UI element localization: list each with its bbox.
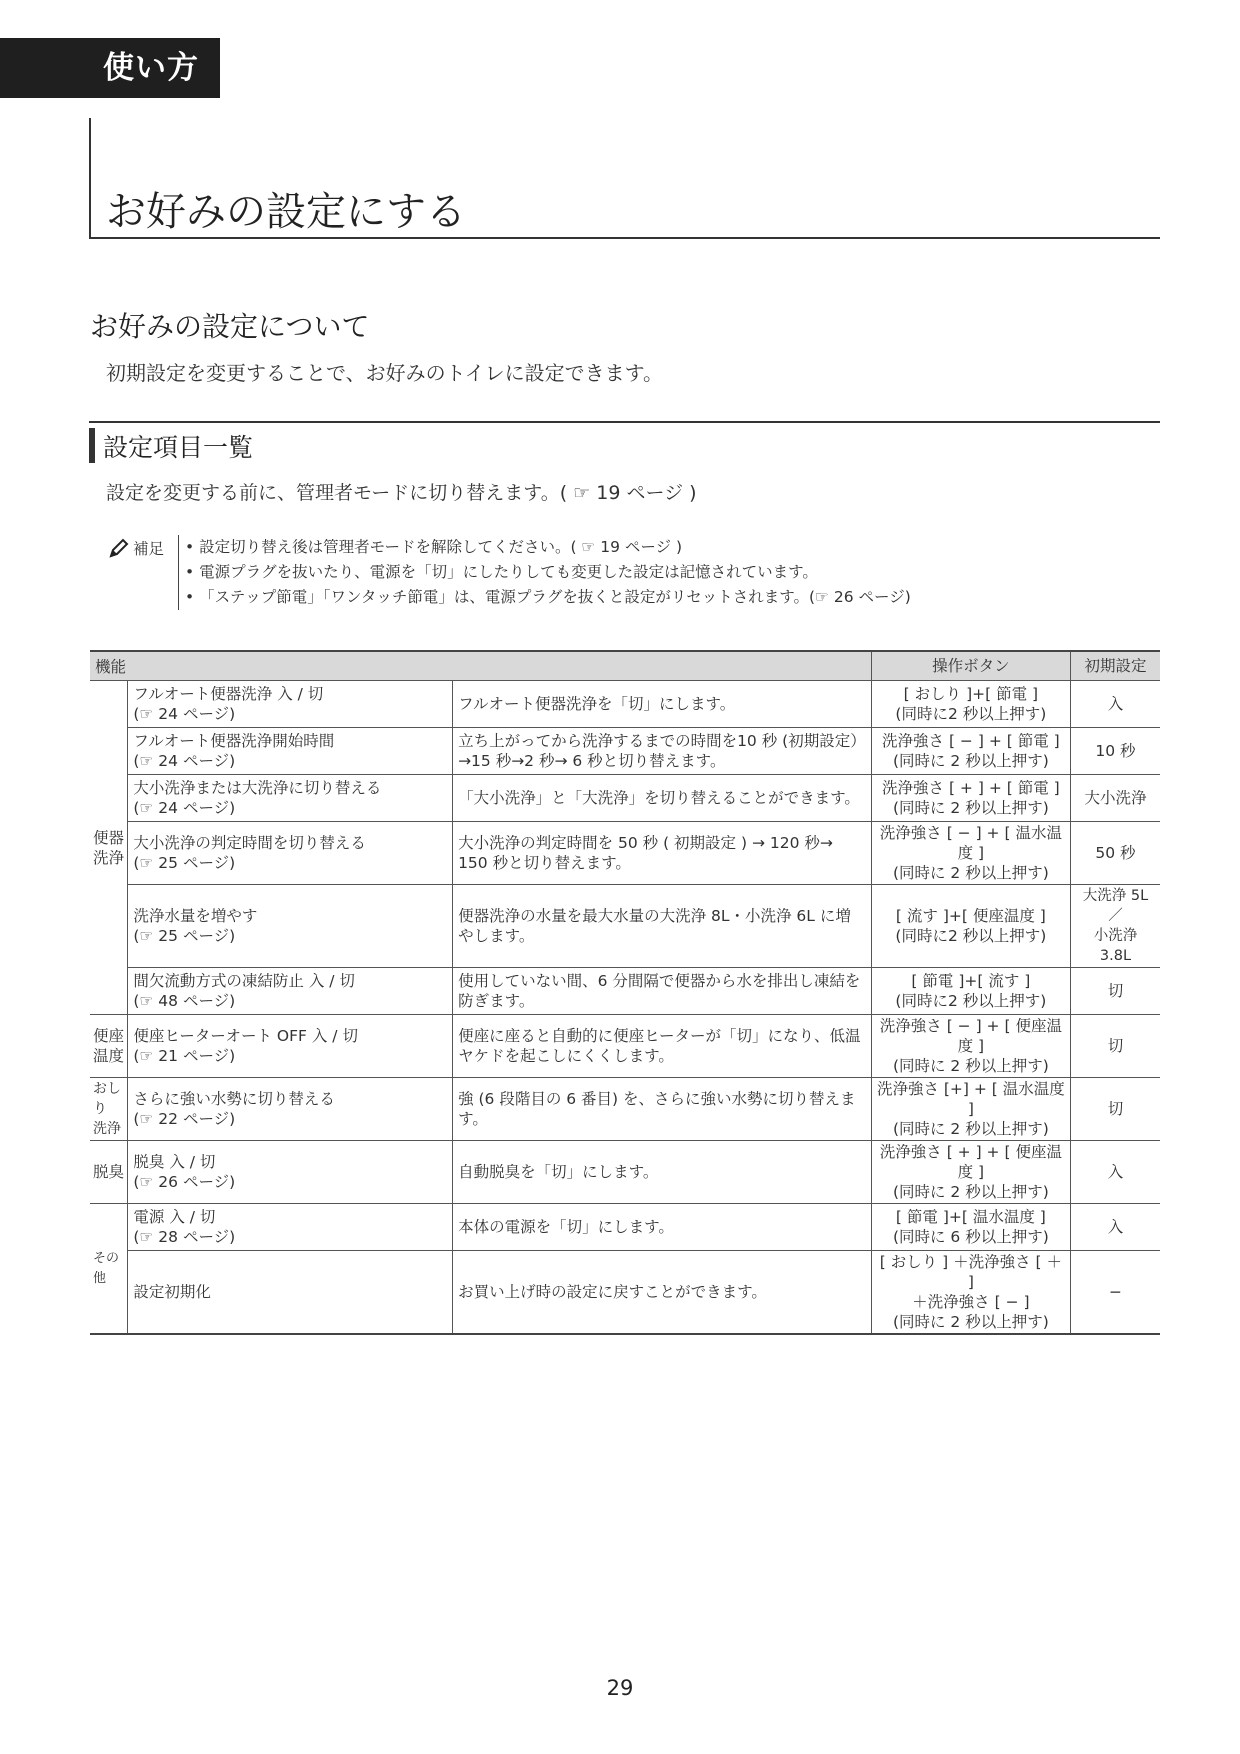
button-combo: [ おしり ]+[ 節電 ] — [903, 685, 1039, 703]
note-line: • 「ステップ節電」「ワンタッチ節電」は、電源プラグを抜くと設定がリセットされます。(☞ 26 ページ) — [185, 588, 911, 606]
setting-button — [871, 681, 1070, 728]
button-hold: (同時に2 秒以上押す) — [895, 705, 1047, 723]
setting-default: 切 — [1070, 968, 1160, 1015]
setting-desc: 本体の電源を「切」にします。 — [453, 1204, 872, 1251]
button-hold: (同時に 2 秒以上押す) — [892, 1057, 1049, 1075]
setting-button — [871, 728, 1070, 775]
note-lines — [178, 535, 1085, 610]
list-heading: 設定項目一覧 — [103, 433, 254, 462]
setting-button — [871, 1141, 1070, 1204]
setting-desc: フルオート便器洗浄を「切」にします。 — [453, 681, 872, 728]
button-hold: (同時に 2 秒以上押す) — [892, 1183, 1049, 1201]
page-ref: (☞ 25 ページ) — [133, 854, 236, 872]
table-row — [90, 1251, 1160, 1335]
name-text: 電源 入 / 切 — [133, 1208, 216, 1226]
setting-name — [128, 1204, 453, 1251]
setting-desc: 大小洗浄の判定時間を 50 秒 ( 初期設定 ) → 120 秒→ 150 秒と切り替えます。 — [453, 822, 872, 885]
button-combo: 洗浄強さ [ + ] + [ 便座温度 ] — [879, 1143, 1062, 1181]
table-row — [90, 1078, 1160, 1141]
header-default: 初期設定 — [1070, 651, 1160, 681]
note-line: • 電源プラグを抜いたり、電源を「切」にしたりしても変更した設定は記憶されています。 — [185, 563, 818, 581]
page-ref: (☞ 24 ページ) — [133, 752, 236, 770]
section-heading: お好みの設定について — [90, 310, 370, 343]
setting-desc: 強 (6 段階目の 6 番目) を、さらに強い水勢に切り替えます。 — [453, 1078, 872, 1141]
name-text: 脱臭 入 / 切 — [133, 1153, 216, 1171]
page-ref: (☞ 26 ページ) — [133, 1173, 236, 1191]
page-ref: (☞ 24 ページ) — [133, 799, 236, 817]
table-row — [90, 822, 1160, 885]
header-function: 機能 — [90, 651, 871, 681]
setting-default: 切 — [1070, 1015, 1160, 1078]
table-row — [90, 775, 1160, 822]
setting-default: 50 秒 — [1070, 822, 1160, 885]
button-combo: [ 節電 ]+[ 温水温度 ] — [895, 1208, 1046, 1226]
setting-name — [128, 1078, 453, 1141]
table-row — [90, 681, 1160, 728]
setting-desc: 自動脱臭を「切」にします。 — [453, 1141, 872, 1204]
page-title: お好みの設定にする — [106, 189, 466, 235]
heading-marker — [89, 428, 95, 463]
button-combo: [ 節電 ]+[ 流す ] — [911, 972, 1031, 990]
button-hold: (同時に 2 秒以上押す) — [892, 799, 1049, 817]
setting-button — [871, 1204, 1070, 1251]
setting-default: 大洗浄 5L ／ 小洗浄 3.8L — [1070, 885, 1160, 968]
intro-text: 初期設定を変更することで、お好みのトイレに設定できます。 — [106, 361, 663, 385]
note-line: • 設定切り替え後は管理者モードを解除してください。( ☞ 19 ページ ) — [185, 538, 683, 556]
setting-desc: 便器洗浄の水量を最大水量の大洗浄 8L・小洗浄 6L に増やします。 — [453, 885, 872, 968]
name-text: 便座ヒーターオート OFF 入 / 切 — [133, 1027, 358, 1045]
page-ref: (☞ 28 ページ) — [133, 1228, 236, 1246]
name-text: 設定初期化 — [133, 1283, 211, 1301]
note-label: 補足 — [133, 540, 165, 558]
button-hold: (同時に 2 秒以上押す) — [892, 1313, 1049, 1331]
button-hold: (同時に 6 秒以上押す) — [892, 1228, 1049, 1246]
setting-button — [871, 885, 1070, 968]
table-row — [90, 1015, 1160, 1078]
category-deodorize: 脱臭 — [90, 1141, 128, 1204]
button-hold: (同時に2 秒以上押す) — [895, 992, 1047, 1010]
name-text: フルオート便器洗浄 入 / 切 — [133, 685, 324, 703]
table-row — [90, 968, 1160, 1015]
button-combo: 洗浄強さ [ + ] + [ 節電 ] — [882, 779, 1060, 797]
setting-name — [128, 1015, 453, 1078]
pencil-icon — [108, 537, 130, 559]
name-text: さらに強い水勢に切り替える — [133, 1090, 335, 1108]
setting-default: 大小洗浄 — [1070, 775, 1160, 822]
list-heading-bar — [89, 421, 1160, 461]
button-combo: 洗浄強さ [ − ] + [ 温水温度 ] — [879, 824, 1062, 862]
table-row — [90, 1204, 1160, 1251]
button-combo: 洗浄強さ [ − ] + [ 便座温度 ] — [879, 1017, 1062, 1055]
page-ref: (☞ 22 ページ) — [133, 1110, 236, 1128]
page-number: 29 — [606, 1676, 634, 1700]
setting-desc: 「大小洗浄」と「大洗浄」を切り替えることができます。 — [453, 775, 872, 822]
setting-name — [128, 775, 453, 822]
title-frame — [89, 118, 1160, 239]
page-ref: (☞ 25 ページ) — [133, 927, 236, 945]
setting-button — [871, 775, 1070, 822]
setting-name — [128, 822, 453, 885]
setting-default: 10 秒 — [1070, 728, 1160, 775]
category-bowl: 便器 洗浄 — [90, 681, 128, 1015]
button-combo: [ 流す ]+[ 便座温度 ] — [895, 907, 1046, 925]
button-combo: 洗浄強さ [ − ] + [ 節電 ] — [882, 732, 1060, 750]
setting-name — [128, 728, 453, 775]
category-seat: 便座 温度 — [90, 1015, 128, 1078]
button-combo: [ おしり ] ＋洗浄強さ [ ＋ ] ＋洗浄強さ [ − ] — [879, 1253, 1062, 1311]
button-hold: (同時に 2 秒以上押す) — [892, 1120, 1049, 1138]
table-row — [90, 728, 1160, 775]
setting-default: 入 — [1070, 1141, 1160, 1204]
page-ref: (☞ 48 ページ) — [133, 992, 236, 1010]
setting-button — [871, 968, 1070, 1015]
setting-button — [871, 1078, 1070, 1141]
name-text: 洗浄水量を増やす — [133, 907, 258, 925]
setting-button — [871, 822, 1070, 885]
setting-desc: 便座に座ると自動的に便座ヒーターが「切」になり、低温ヤケドを起こしにくくします。 — [453, 1015, 872, 1078]
settings-table — [90, 650, 1160, 1335]
setting-name — [128, 681, 453, 728]
name-text: フルオート便器洗浄開始時間 — [133, 732, 335, 750]
table-row — [90, 1141, 1160, 1204]
setting-button — [871, 1015, 1070, 1078]
name-text: 間欠流動方式の凍結防止 入 / 切 — [133, 972, 355, 990]
name-text: 大小洗浄の判定時間を切り替える — [133, 834, 366, 852]
setting-name — [128, 968, 453, 1015]
button-hold: (同時に 2 秒以上押す) — [892, 752, 1049, 770]
page-ref: (☞ 24 ページ) — [133, 705, 236, 723]
table-header-row — [90, 651, 1160, 681]
category-other: その他 — [90, 1204, 128, 1335]
setting-desc: 立ち上がってから洗浄するまでの時間を10 秒 (初期設定）→15 秒→2 秒→ 6 秒と切り替えます。 — [453, 728, 872, 775]
page-ref: (☞ 21 ページ) — [133, 1047, 236, 1065]
setting-name — [128, 1251, 453, 1335]
section-tab: 使い方 — [0, 38, 220, 98]
setting-default: − — [1070, 1251, 1160, 1335]
setting-button — [871, 1251, 1070, 1335]
pre-text: 設定を変更する前に、管理者モードに切り替えます。( ☞ 19 ページ ) — [106, 482, 697, 504]
button-hold: (同時に 2 秒以上押す) — [892, 864, 1049, 882]
button-combo: 洗浄強さ [+] + [ 温水温度 ] — [876, 1080, 1065, 1118]
category-oshiri: おしり 洗浄 — [90, 1078, 128, 1141]
setting-desc: お買い上げ時の設定に戻すことができます。 — [453, 1251, 872, 1335]
header-button: 操作ボタン — [871, 651, 1070, 681]
name-text: 大小洗浄または大洗浄に切り替える — [133, 779, 382, 797]
setting-default: 入 — [1070, 681, 1160, 728]
setting-name — [128, 885, 453, 968]
button-hold: (同時に2 秒以上押す) — [895, 927, 1047, 945]
setting-default: 切 — [1070, 1078, 1160, 1141]
setting-default: 入 — [1070, 1204, 1160, 1251]
setting-desc: 使用していない間、6 分間隔で便器から水を排出し凍結を防ぎます。 — [453, 968, 872, 1015]
table-row — [90, 885, 1160, 968]
setting-name — [128, 1141, 453, 1204]
